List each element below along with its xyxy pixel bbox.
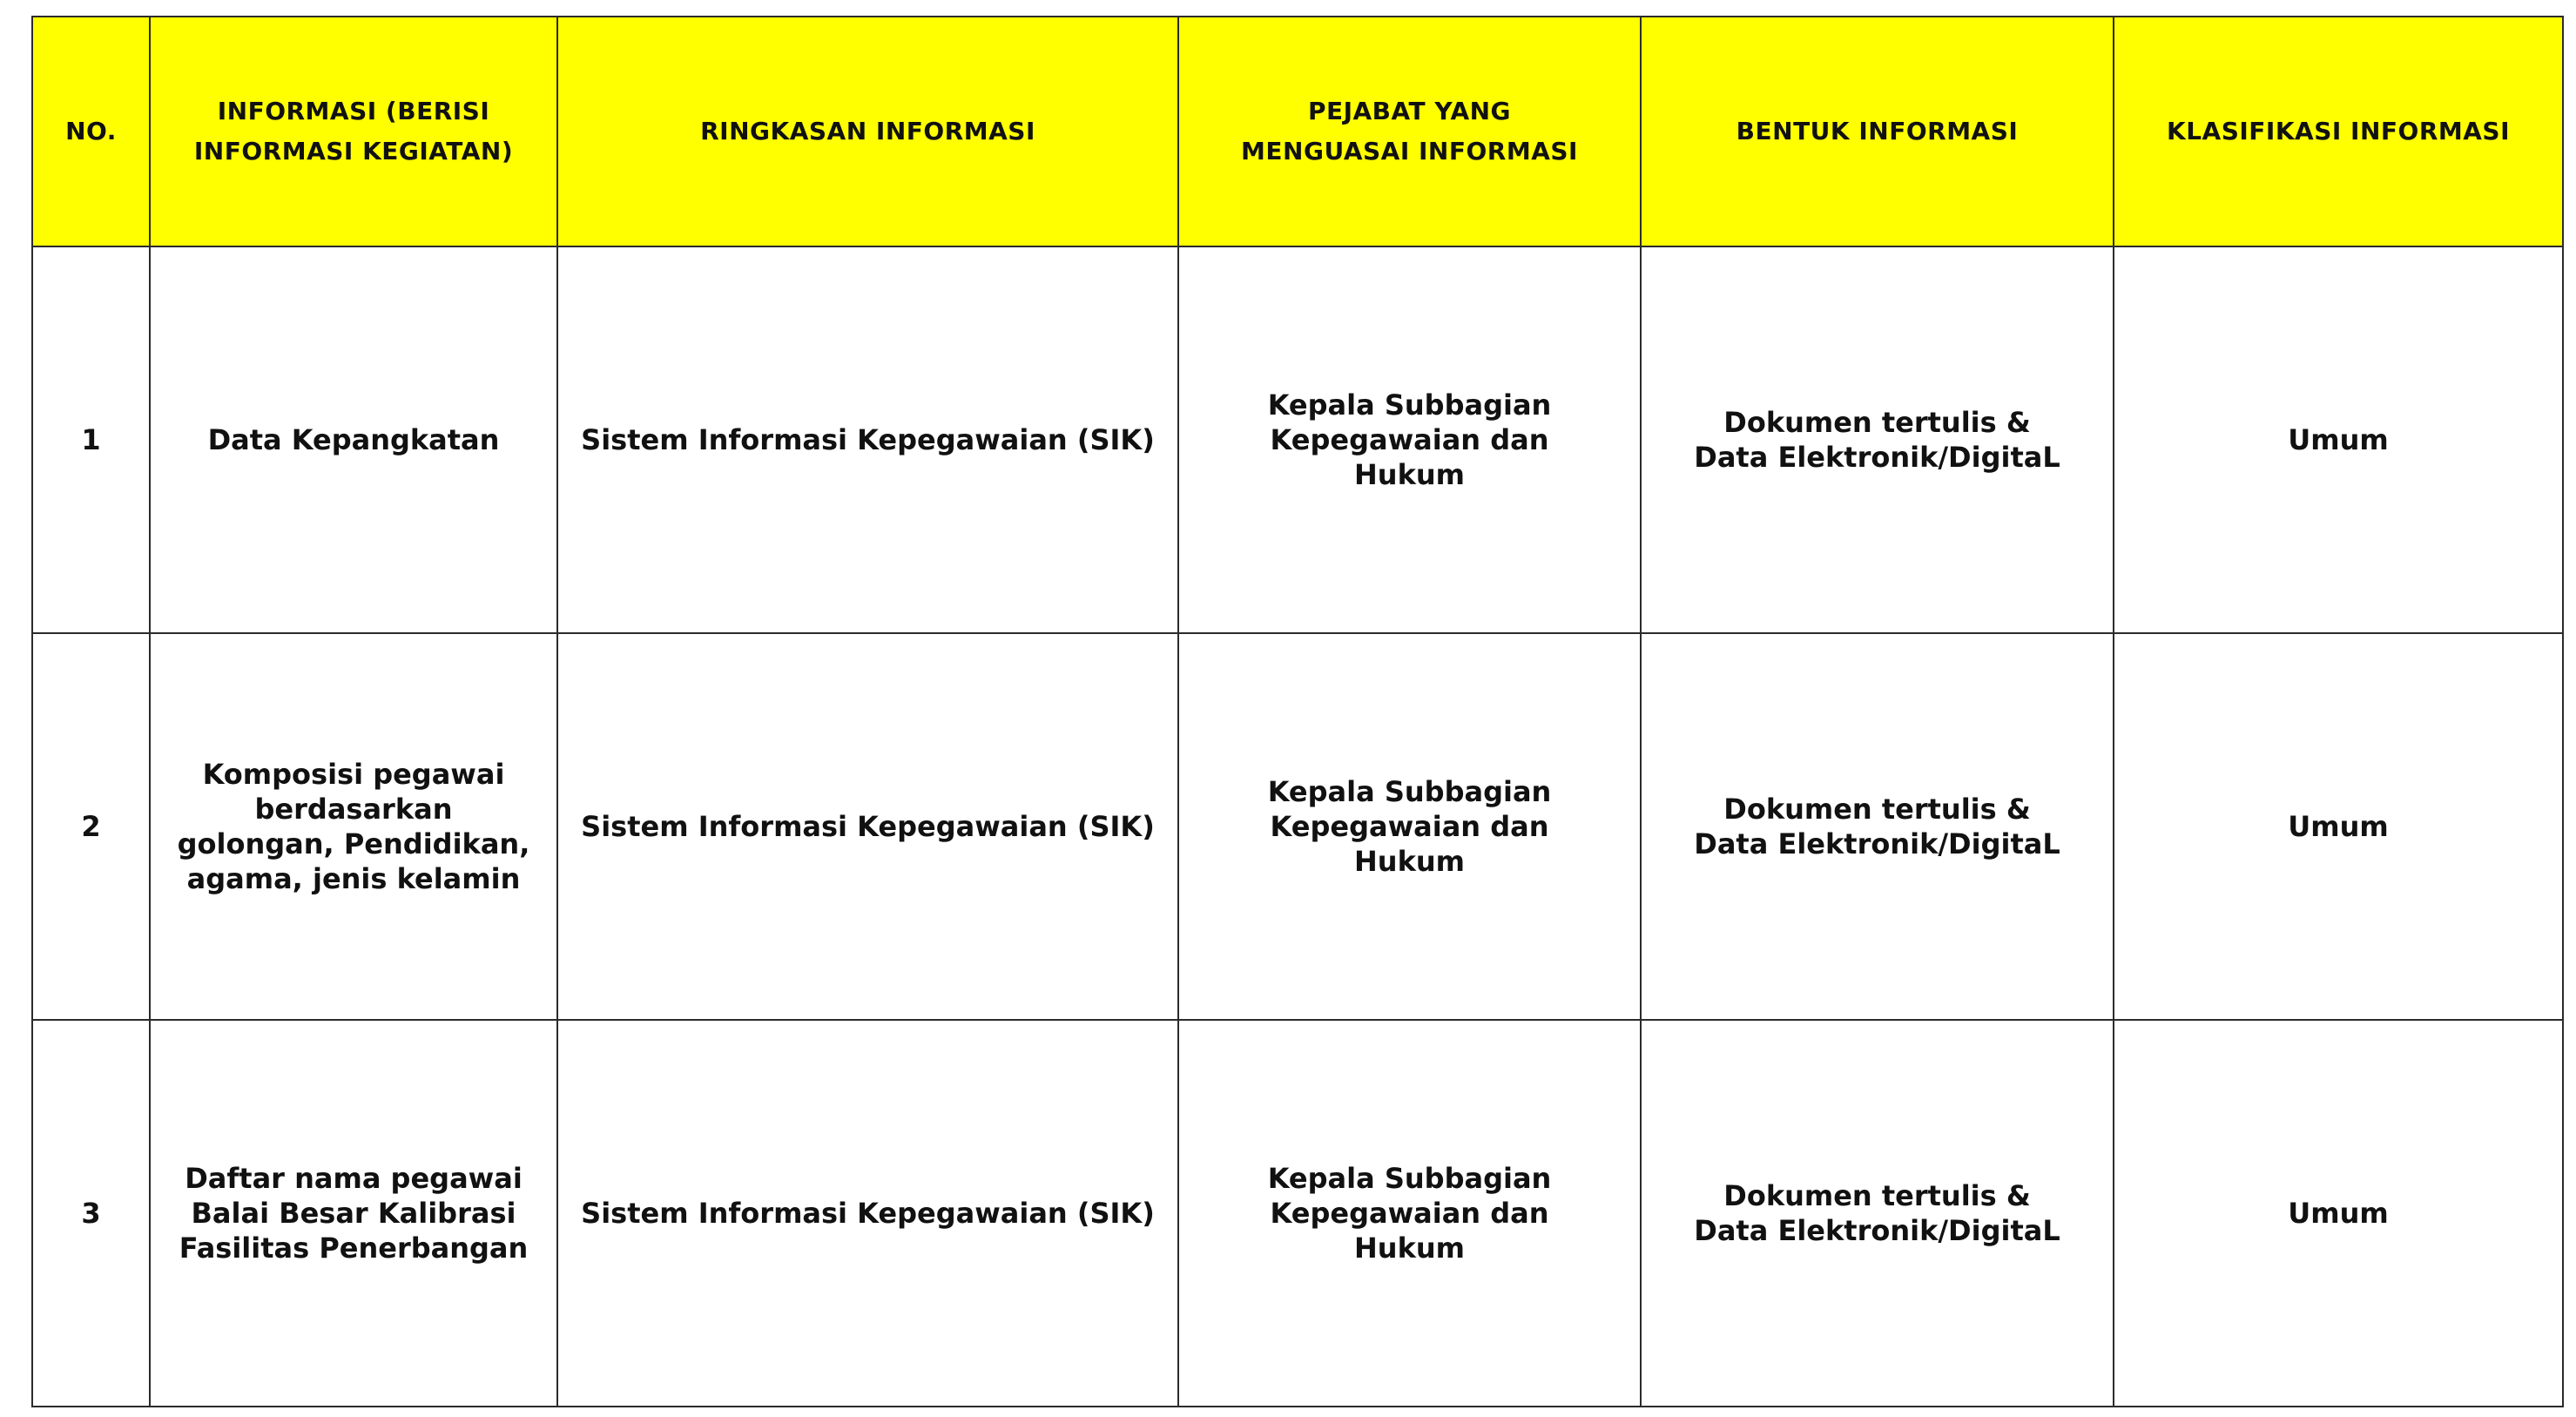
table-row — [32, 1020, 2563, 1407]
information-table — [31, 16, 2564, 1407]
cell-informasi: Daftar nama pegawai Balai Besar Kalibrasi Fasilitas Penerbangan — [150, 1020, 557, 1407]
table-row — [32, 246, 2563, 633]
cell-pejabat: Kepala Subbagian Kepegawaian dan Hukum — [1178, 246, 1641, 633]
table-body — [32, 246, 2563, 1407]
cell-bentuk: Dokumen tertulis & Data Elektronik/DigitaL — [1641, 633, 2114, 1020]
cell-informasi: Komposisi pegawai berdasarkan golongan, Pendidikan, agama, jenis kelamin — [150, 633, 557, 1020]
header-ringkasan: RINGKASAN INFORMASI — [557, 17, 1178, 246]
cell-pejabat: Kepala Subbagian Kepegawaian dan Hukum — [1178, 633, 1641, 1020]
header-informasi: INFORMASI (BERISI INFORMASI KEGIATAN) — [150, 17, 557, 246]
cell-no: 3 — [32, 1020, 150, 1407]
header-pejabat: PEJABAT YANG MENGUASAI INFORMASI — [1178, 17, 1641, 246]
cell-ringkasan: Sistem Informasi Kepegawaian (SIK) — [557, 1020, 1178, 1407]
cell-no: 2 — [32, 633, 150, 1020]
cell-klasifikasi: Umum — [2114, 1020, 2563, 1407]
cell-ringkasan: Sistem Informasi Kepegawaian (SIK) — [557, 246, 1178, 633]
table-row — [32, 633, 2563, 1020]
header-bentuk: BENTUK INFORMASI — [1641, 17, 2114, 246]
header-no: NO. — [32, 17, 150, 246]
table-header — [32, 17, 2563, 246]
cell-pejabat: Kepala Subbagian Kepegawaian dan Hukum — [1178, 1020, 1641, 1407]
header-klasifikasi: KLASIFIKASI INFORMASI — [2114, 17, 2563, 246]
cell-no: 1 — [32, 246, 150, 633]
cell-klasifikasi: Umum — [2114, 633, 2563, 1020]
cell-ringkasan: Sistem Informasi Kepegawaian (SIK) — [557, 633, 1178, 1020]
cell-bentuk: Dokumen tertulis & Data Elektronik/DigitaL — [1641, 246, 2114, 633]
cell-klasifikasi: Umum — [2114, 246, 2563, 633]
header-row — [32, 17, 2563, 246]
cell-bentuk: Dokumen tertulis & Data Elektronik/DigitaL — [1641, 1020, 2114, 1407]
cell-informasi: Data Kepangkatan — [150, 246, 557, 633]
